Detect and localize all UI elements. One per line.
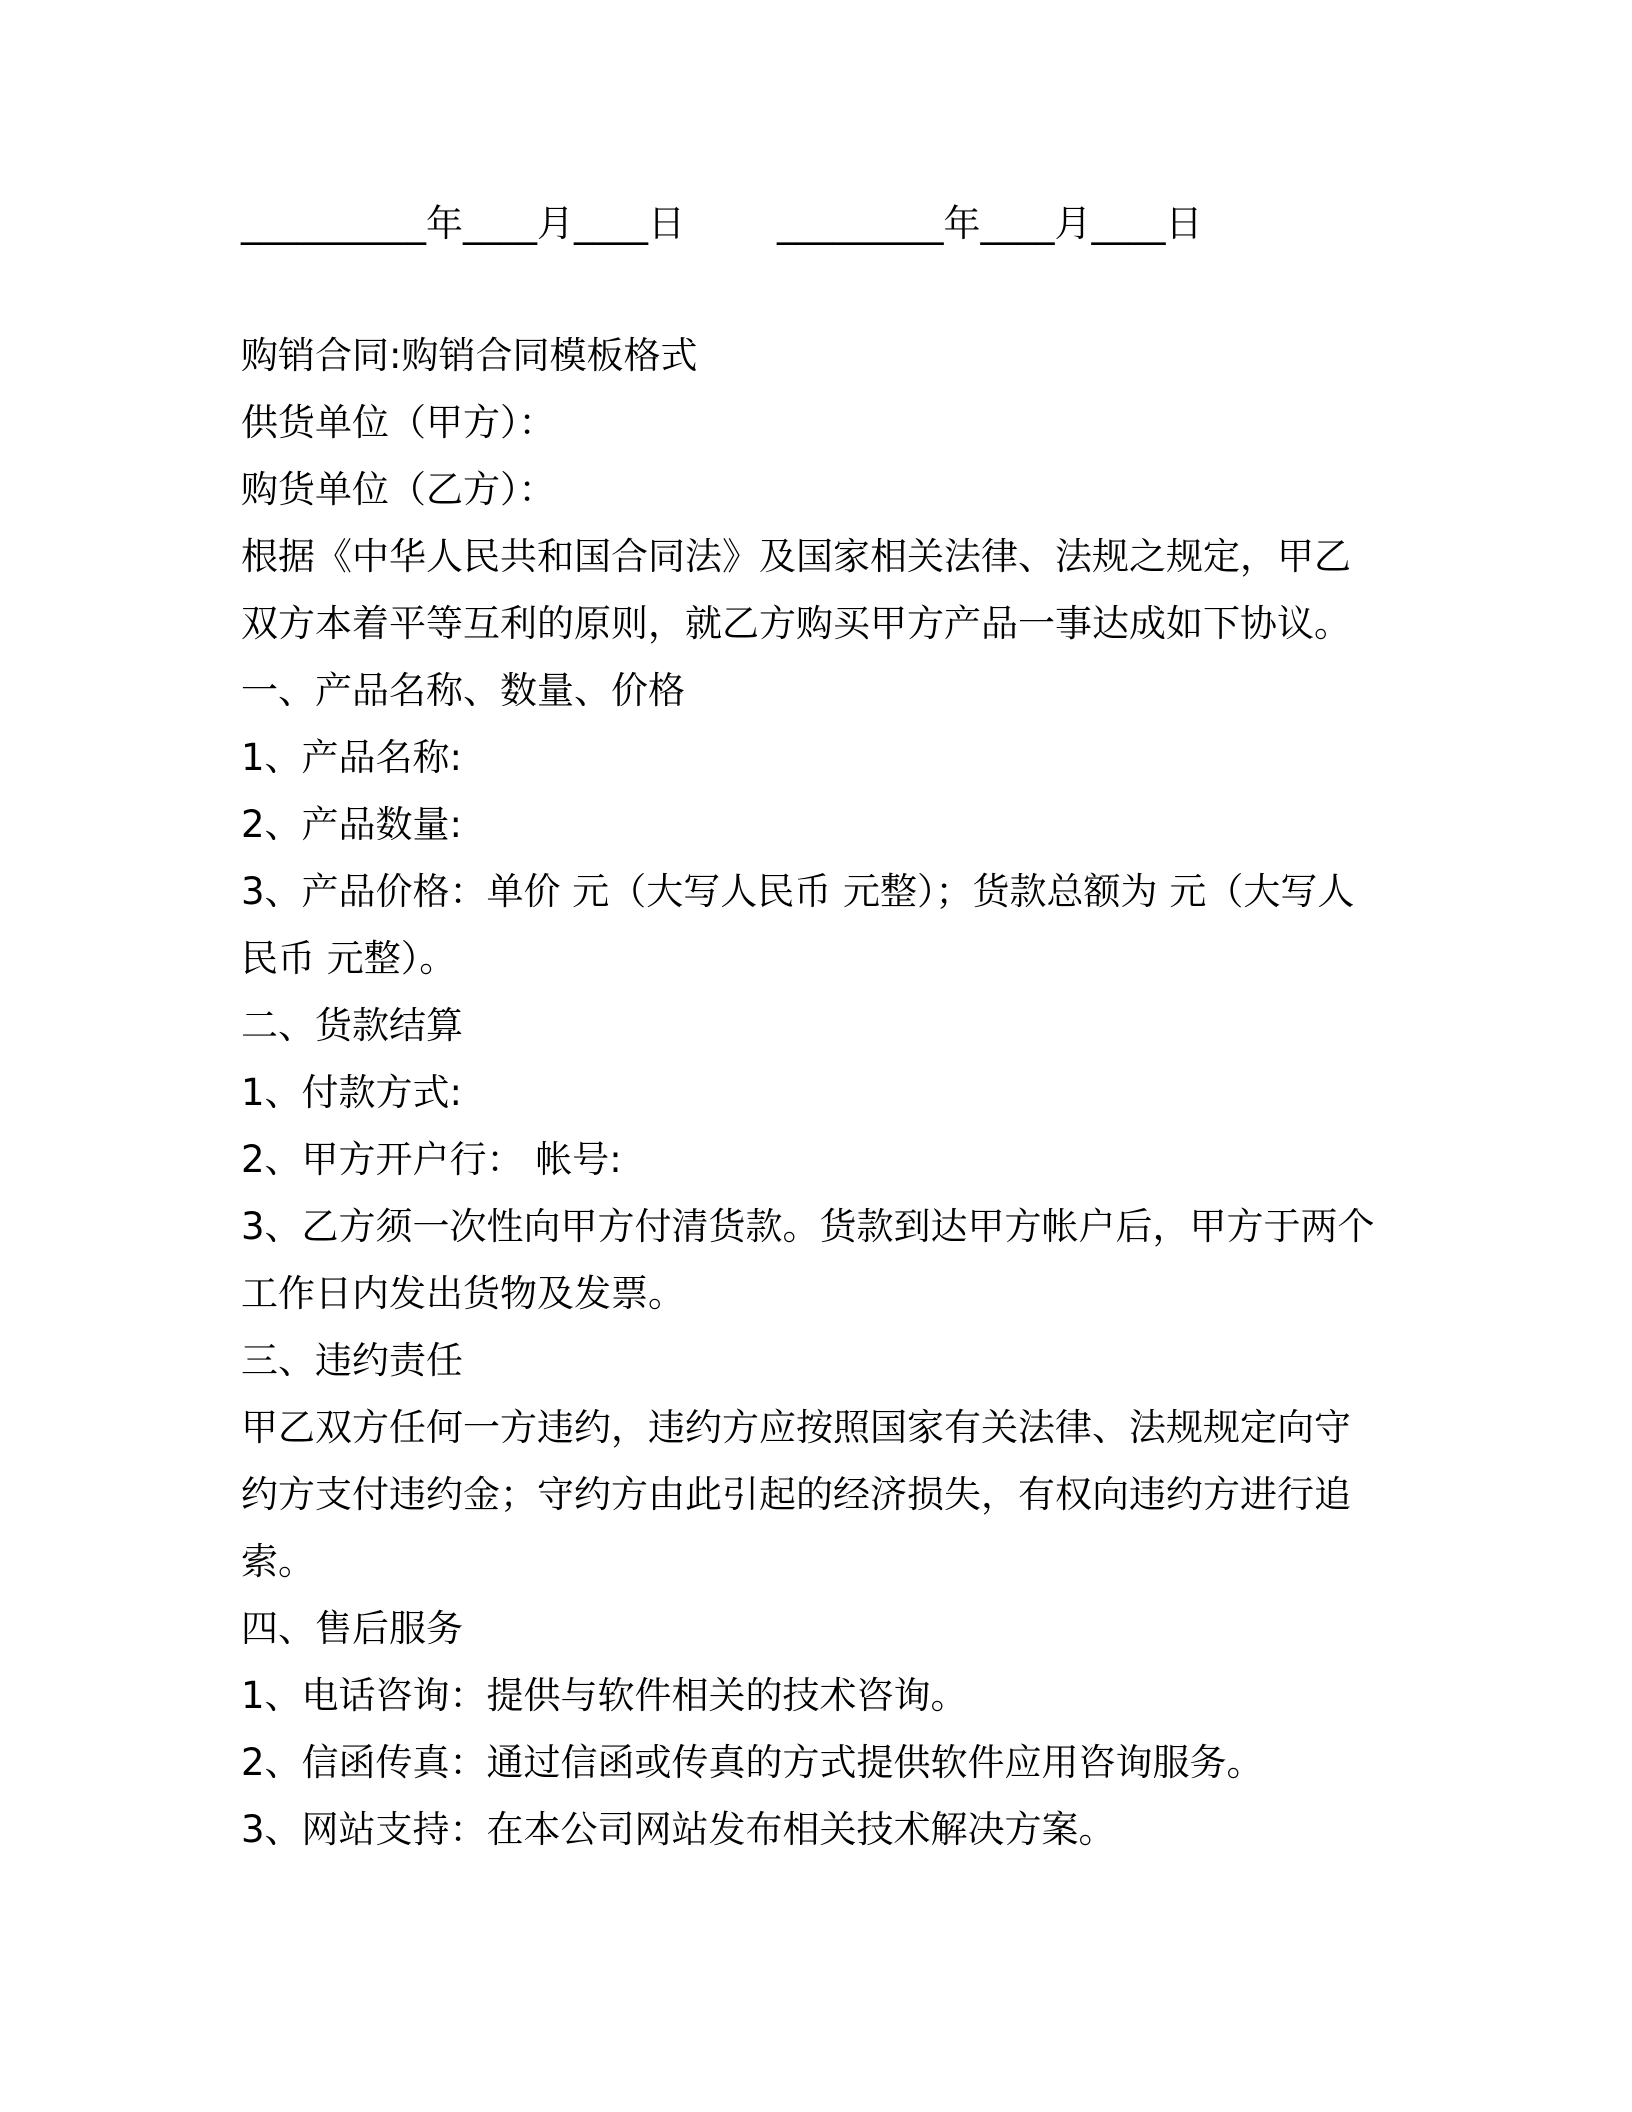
section-heading-3: 三、违约责任 [241, 1339, 463, 1382]
preamble-line-1: 根据《中华人民共和国合同法》及国家相关法律、法规之规定，甲乙 [241, 535, 1351, 578]
document-title: 购销合同:购销合同模板格式 [241, 334, 698, 377]
section-heading-1: 一、产品名称、数量、价格 [241, 669, 685, 712]
clause-1-1: 1、产品名称: [241, 736, 463, 779]
clause-4-2: 2、信函传真：通过信函或传真的方式提供软件应用咨询服务。 [241, 1741, 1264, 1784]
buyer-line: 购货单位（乙方）： [241, 468, 556, 511]
section-heading-2: 二、货款结算 [241, 1004, 463, 1047]
clause-1-3-line-1: 3、产品价格：单价 元（大写人民币 元整）；货款总额为 元（大写人 [241, 870, 1355, 913]
clause-1-3-line-2: 民币 元整）。 [241, 937, 457, 980]
clause-3-line-1: 甲乙双方任何一方违约，违约方应按照国家有关法律、法规规定向守 [241, 1406, 1351, 1449]
clause-3-line-2: 约方支付违约金；守约方由此引起的经济损失，有权向违约方进行追 [241, 1473, 1351, 1516]
clause-1-2: 2、产品数量: [241, 803, 463, 846]
section-heading-4: 四、售后服务 [241, 1607, 463, 1650]
supplier-line: 供货单位（甲方）： [241, 401, 556, 444]
clause-2-3-line-1: 3、乙方须一次性向甲方付清货款。货款到达甲方帐户后，甲方于两个 [241, 1205, 1375, 1248]
clause-2-1: 1、付款方式: [241, 1071, 463, 1114]
contract-body [241, 322, 1391, 1863]
preamble-line-2: 双方本着平等互利的原则，就乙方购买甲方产品一事达成如下协议。 [241, 602, 1351, 645]
clause-4-3: 3、网站支持：在本公司网站发布相关技术解决方案。 [241, 1808, 1116, 1851]
clause-2-3-line-2: 工作日内发出货物及发票。 [241, 1272, 685, 1315]
date-right: _________年____月____日 [777, 202, 1203, 245]
clause-3-line-3: 索。 [241, 1540, 315, 1583]
date-line [241, 190, 1391, 250]
clause-4-1: 1、电话咨询：提供与软件相关的技术咨询。 [241, 1674, 968, 1717]
clause-2-2: 2、甲方开户行： 帐号: [241, 1138, 622, 1181]
date-left: __________年____月____日 [241, 202, 685, 245]
